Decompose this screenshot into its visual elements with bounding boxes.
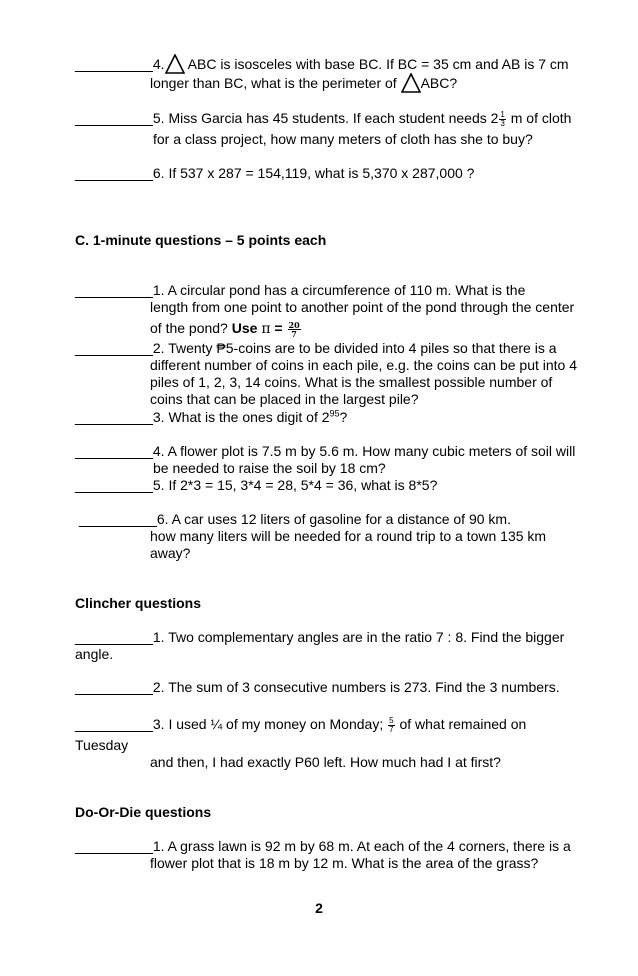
- fraction-one-third: $\frac{1}{3}$: [500, 109, 505, 128]
- answer-blank[interactable]: __________: [75, 477, 153, 493]
- question-c6-line2: how many liters will be needed for a round trip to a town 135 km: [150, 528, 547, 544]
- answer-blank[interactable]: __________: [79, 511, 157, 527]
- page-number: 2: [315, 900, 323, 916]
- pi-symbol: π: [261, 321, 271, 337]
- answer-blank[interactable]: __________: [75, 409, 153, 425]
- answer-blank[interactable]: __________: [75, 110, 153, 126]
- do-or-die-title: Do-Or-Die questions: [75, 804, 212, 820]
- answer-blank[interactable]: __________: [75, 716, 153, 732]
- question-clincher3-line3: and then, I had exactly P60 left. How much had I at first?: [150, 754, 501, 770]
- answer-blank[interactable]: __________: [75, 340, 153, 356]
- question-c4-line1: __________4. A flower plot is 7.5 m by 5.6 m. How many cubic meters of soil will: [75, 443, 576, 459]
- answer-blank[interactable]: __________: [75, 629, 153, 645]
- fraction-twenty-sevenths: $\frac{20}{7}$: [288, 319, 300, 339]
- question-c2-line1: __________2. Twenty ₱5-coins are to be divided into 4 piles so that there is a: [75, 340, 557, 356]
- question-clincher1-line1: __________1. Two complementary angles are in the ratio 7 : 8. Find the bigger: [75, 629, 565, 645]
- question-b4-line2: longer than BC, what is the perimeter of ABC?: [150, 75, 458, 91]
- question-clincher3-line1: __________3. I used ¼ of my money on Monday; $\frac{5}{7}$ of what remained on: [75, 715, 527, 734]
- question-c6-line1: __________6. A car uses 12 liters of gasoline for a distance of 90 km.: [79, 511, 511, 527]
- answer-blank[interactable]: __________: [75, 56, 153, 72]
- answer-blank[interactable]: __________: [75, 282, 153, 298]
- question-c1-line1: __________1. A circular pond has a circumference of 110 m. What is the: [75, 282, 526, 298]
- question-clincher2: __________2. The sum of 3 consecutive numbers is 273. Find the 3 numbers.: [75, 679, 560, 695]
- question-c4-line2: be needed to raise the soil by 18 cm?: [153, 460, 386, 476]
- answer-blank[interactable]: __________: [75, 165, 153, 181]
- question-b5-line1: __________5. Miss Garcia has 45 students. If each student needs 2 $\frac{1}{3}$ m of cloth: [75, 109, 572, 128]
- question-c3: __________3. What is the ones digit of $2^{95}$?: [75, 408, 348, 425]
- question-b5-line2: for a class project, how many meters of cloth has she to buy?: [153, 131, 533, 147]
- question-clincher1-line2: angle.: [75, 646, 114, 662]
- question-c1-line2: length from one point to another point of the pond through the center: [150, 299, 575, 315]
- question-c6-line3: away?: [150, 545, 191, 561]
- fraction-five-sevenths: $\frac{5}{7}$: [389, 715, 394, 734]
- question-c5: __________5. If 2*3 = 15, 3*4 = 28, 5*4 = 36, what is 8*5?: [75, 477, 438, 493]
- answer-blank[interactable]: __________: [75, 838, 153, 854]
- question-clincher3-line2: Tuesday: [75, 737, 129, 753]
- triangle-icon: [401, 73, 421, 93]
- section-c-title: C. 1-minute questions – 5 points each: [75, 232, 327, 248]
- question-b4-line1: __________4. ABC is isosceles with base BC. If BC = 35 cm and AB is 7 cm: [75, 56, 569, 72]
- answer-blank[interactable]: __________: [75, 679, 153, 695]
- question-dod1-line2: flower plot that is 18 m by 12 m. What is the area of the grass?: [150, 855, 539, 871]
- question-c2-line4: coins that can be placed in the largest pile?: [150, 391, 419, 407]
- question-c2-line2: different number of coins in each pile, e.g. the coins can be put into 4: [150, 357, 578, 373]
- clincher-title: Clincher questions: [75, 595, 202, 611]
- question-dod1-line1: __________1. A grass lawn is 92 m by 68 m. At each of the 4 corners, there is a: [75, 838, 571, 854]
- triangle-icon: [165, 54, 185, 74]
- question-c1-line3: of the pond? Use π = $\frac{20}{7}$: [150, 319, 300, 339]
- answer-blank[interactable]: __________: [75, 443, 153, 459]
- question-c2-line3: piles of 1, 2, 3, 14 coins. What is the smallest possible number of: [150, 374, 553, 390]
- question-b6: __________6. If 537 x 287 = 154,119, what is 5,370 x 287,000 ?: [75, 165, 475, 181]
